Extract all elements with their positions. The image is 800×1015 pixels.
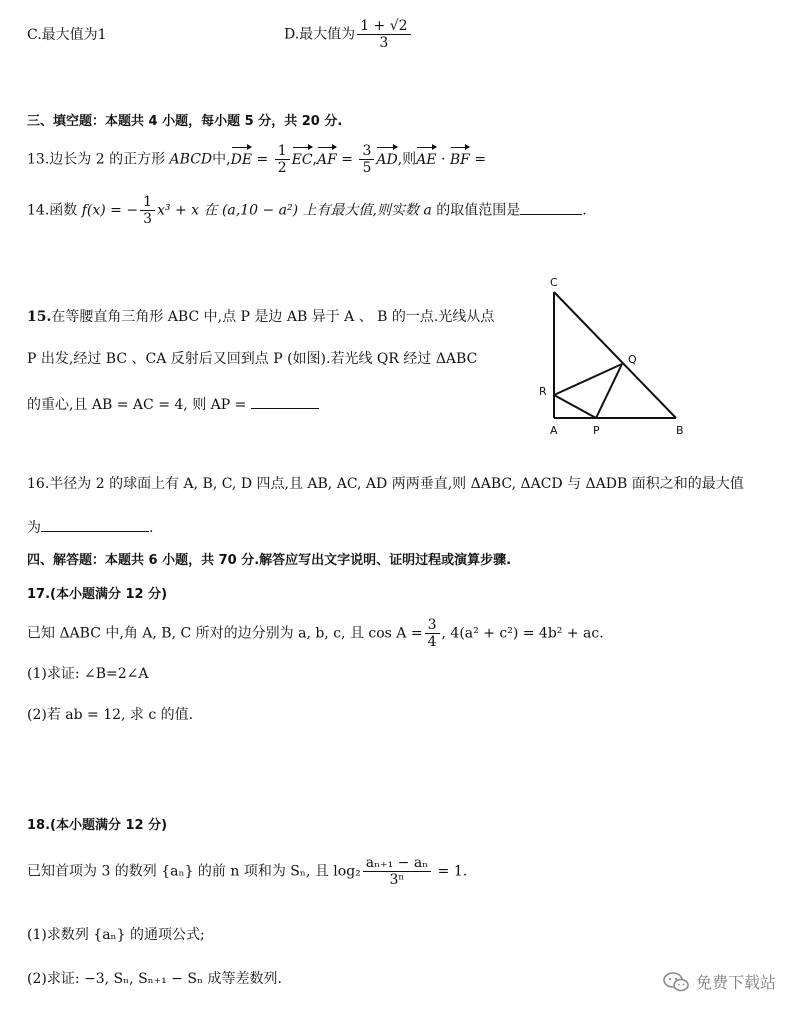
option-d: D.最大值为 $\frac{1 + √2}{3}$ xyxy=(284,18,413,51)
answer-blank-14 xyxy=(520,200,582,215)
question-18-part-1: (1)求数列 {aₙ} 的通项公式; xyxy=(27,927,205,943)
question-18-stem: 已知首项为 3 的数列 {aₙ} 的前 n 项和为 Sₙ, 且 log₂ $\frac{\text{aₙ₊₁ − aₙ}}{\text{3ⁿ}}$ = 1. xyxy=(27,855,468,888)
wechat-icon xyxy=(662,971,690,993)
segment-bc xyxy=(554,292,676,418)
question-15-line-2: P 出发,经过 BC 、CA 反射后又回到点 P (如图).若光线 QR 经过 ΔABC xyxy=(27,351,478,367)
option-d-fraction: $\frac{1 + √2}{3}$ xyxy=(357,18,410,51)
ray-qr xyxy=(554,364,622,395)
section-4-heading: 四、解答题：本题共 6 小题，共 70 分.解答应写出文字说明、证明过程或演算步骤. xyxy=(27,553,512,568)
question-15-line-1: 15.在等腰直角三角形 ABC 中,点 P 是边 AB 异于 A 、 B 的一点.光线从点 xyxy=(27,309,495,325)
question-13: 13.边长为 2 的正方形 ABCD中,DE = $\frac{1}{2}$ EC,AF = $\frac{3}{5}$ AD,则AE · BF = xyxy=(27,143,487,176)
question-17-part-2: (2)若 ab = 12, 求 c 的值. xyxy=(27,707,194,723)
label-c: C xyxy=(550,276,558,289)
answer-blank-15 xyxy=(251,394,319,409)
label-q: Q xyxy=(628,353,637,366)
section-3-heading: 三、填空题：本题共 4 小题，每小题 5 分，共 20 分. xyxy=(27,114,343,129)
question-15-line-3: 的重心,且 AB = AC = 4, 则 AP = xyxy=(27,394,319,416)
watermark xyxy=(662,970,776,993)
label-r: R xyxy=(539,385,547,398)
option-c: C.最大值为1 xyxy=(27,27,107,43)
question-17-stem: 已知 ΔABC 中,角 A, B, C 所对的边分别为 a, b, c, 且 cos A = $\frac{3}{4}$ , 4(a² + c²) = 4b² + ac. xyxy=(27,617,604,650)
ray-pq xyxy=(596,364,622,418)
question-18-title: 18.(本小题满分 12 分) xyxy=(27,818,168,833)
triangle-figure xyxy=(530,270,700,440)
question-18-part-2: (2)求证: −3, Sₙ, Sₙ₊₁ − Sₙ 成等差数列. xyxy=(27,971,282,987)
question-16-line-2: 为 . xyxy=(27,517,153,539)
watermark-text: 免费下载站 xyxy=(695,973,776,992)
question-17-part-1: (1)求证: ∠B=2∠A xyxy=(27,666,149,682)
label-a: A xyxy=(550,424,558,437)
question-14: 14.函数 f(x) = − $\frac{1}{3}$ x³ + x 在 (a,10 − a²) 上有最大值,则实数 a 的取值范围是 . xyxy=(27,194,587,227)
question-17-title: 17.(本小题满分 12 分) xyxy=(27,587,168,602)
answer-blank-16 xyxy=(41,517,149,532)
question-16-line-1: 16.半径为 2 的球面上有 A, B, C, D 四点,且 AB, AC, AD 两两垂直,则 ΔABC, ΔACD 与 ΔADB 面积之和的最大值 xyxy=(27,476,744,492)
ray-rp xyxy=(554,395,596,418)
label-p: P xyxy=(593,424,600,437)
label-b: B xyxy=(676,424,684,437)
